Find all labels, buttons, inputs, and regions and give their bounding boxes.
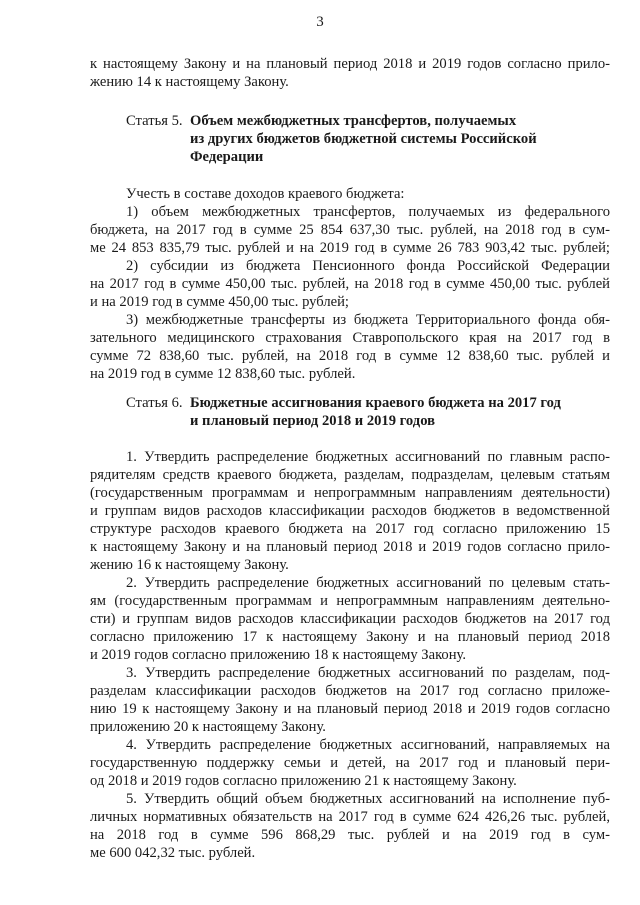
article5-line: зательного медицинского страхования Ставропольского края на 2017 год в	[90, 330, 610, 346]
article6-line: и 2019 годов согласно приложению 18 к настоящему Закону.	[90, 647, 467, 663]
article6-line: личных нормативных обязательств на 2017 год в сумме 624 426,26 тыс. рублей,	[90, 809, 610, 825]
article6-line: приложению 20 к настоящему Закону.	[90, 719, 326, 735]
article6-line: 4. Утвердить распределение бюджетных ассигнований, направляемых на	[126, 737, 610, 753]
article6-title-line: Бюджетные ассигнования краевого бюджета на 2017 год	[190, 395, 561, 411]
article5-line: Учесть в составе доходов краевого бюджета:	[126, 186, 405, 202]
article6-line: 5. Утвердить общий объем бюджетных ассигнований на исполнение пуб-	[126, 791, 610, 807]
article5-line: и на 2019 год в сумме 450,00 тыс. рублей;	[90, 294, 349, 310]
article6-line: и группам видов расходов классификации расходов бюджетов в ведомственной	[90, 503, 610, 519]
article6-line: структуре расходов краевого бюджета на 2017 год согласно приложению 15	[90, 521, 610, 537]
article5-title-line: Федерации	[190, 149, 264, 165]
article5-line: на 2019 год в сумме 12 838,60 тыс. рублей.	[90, 366, 356, 382]
article6-line: 1. Утвердить распределение бюджетных ассигнований по главным распо-	[126, 449, 610, 465]
article6-line: разделам классификации расходов бюджетов на 2017 год согласно приложе-	[90, 683, 610, 699]
intro-line: жению 14 к настоящему Закону.	[90, 74, 289, 90]
article6-line: сти) и группам видов расходов классификации расходов бюджетов на 2017 год	[90, 611, 610, 627]
article6-number: Статья 6.	[126, 395, 183, 411]
article6-line: нию 19 к настоящему Закону и на плановый период 2018 и 2019 годов согласно	[90, 701, 610, 717]
article6-line: (государственным программам и непрограммным направлениям деятельности)	[90, 485, 610, 501]
article5-line: ме 24 853 835,79 тыс. рублей и на 2019 год в сумме 26 783 903,42 тыс. рублей;	[90, 240, 610, 256]
article6-line: 3. Утвердить распределение бюджетных ассигнований по разделам, под-	[126, 665, 610, 681]
article5-line: 1) объем межбюджетных трансфертов, получаемых из федерального	[126, 204, 610, 220]
article5-title-line: из других бюджетов бюджетной системы Российской	[190, 131, 537, 147]
article6-line: 2. Утвердить распределение бюджетных ассигнований по целевым стать-	[126, 575, 610, 591]
article5-line: 3) межбюджетные трансферты из бюджета Территориального фонда обя-	[126, 312, 610, 328]
article6-line: ме 600 042,32 тыс. рублей.	[90, 845, 256, 861]
intro-line: к настоящему Закону и на плановый период 2018 и 2019 годов согласно прило-	[90, 56, 610, 72]
article6-line: к настоящему Закону и на плановый период 2018 и 2019 годов согласно прило-	[90, 539, 610, 555]
article6-line: государственную поддержку семьи и детей, на 2017 год и плановый пери-	[90, 755, 610, 771]
article5-line: на 2017 год в сумме 450,00 тыс. рублей, на 2018 год в сумме 450,00 тыс. рублей	[90, 276, 610, 292]
article5-title-line: Объем межбюджетных трансфертов, получаемых	[190, 113, 517, 129]
article5-number: Статья 5.	[126, 113, 183, 129]
article6-line: од 2018 и 2019 годов согласно приложению 21 к настоящему Закону.	[90, 773, 517, 789]
article6-line: рядителям средств краевого бюджета, разделам, подразделам, целевым статьям	[90, 467, 610, 483]
article5-line: 2) субсидии из бюджета Пенсионного фонда Российской Федерации	[126, 258, 610, 274]
page-number: 3	[316, 14, 324, 30]
article6-line: на 2018 год в сумме 596 868,29 тыс. рублей и на 2019 год в сум-	[90, 827, 610, 843]
article6-title-line: и плановый период 2018 и 2019 годов	[190, 413, 436, 429]
article6-line: жению 16 к настоящему Закону.	[90, 557, 289, 573]
article6-line: согласно приложению 17 к настоящему Закону и на плановый период 2018	[90, 629, 610, 645]
article5-line: бюджета, на 2017 год в сумме 25 854 637,30 тыс. рублей, на 2018 год в сум-	[90, 222, 610, 238]
article6-line: ям (государственным программам и непрограммным направлениям деятельно-	[90, 593, 610, 609]
article5-line: сумме 72 838,60 тыс. рублей, на 2018 год в сумме 12 838,60 тыс. рублей и	[90, 348, 610, 364]
